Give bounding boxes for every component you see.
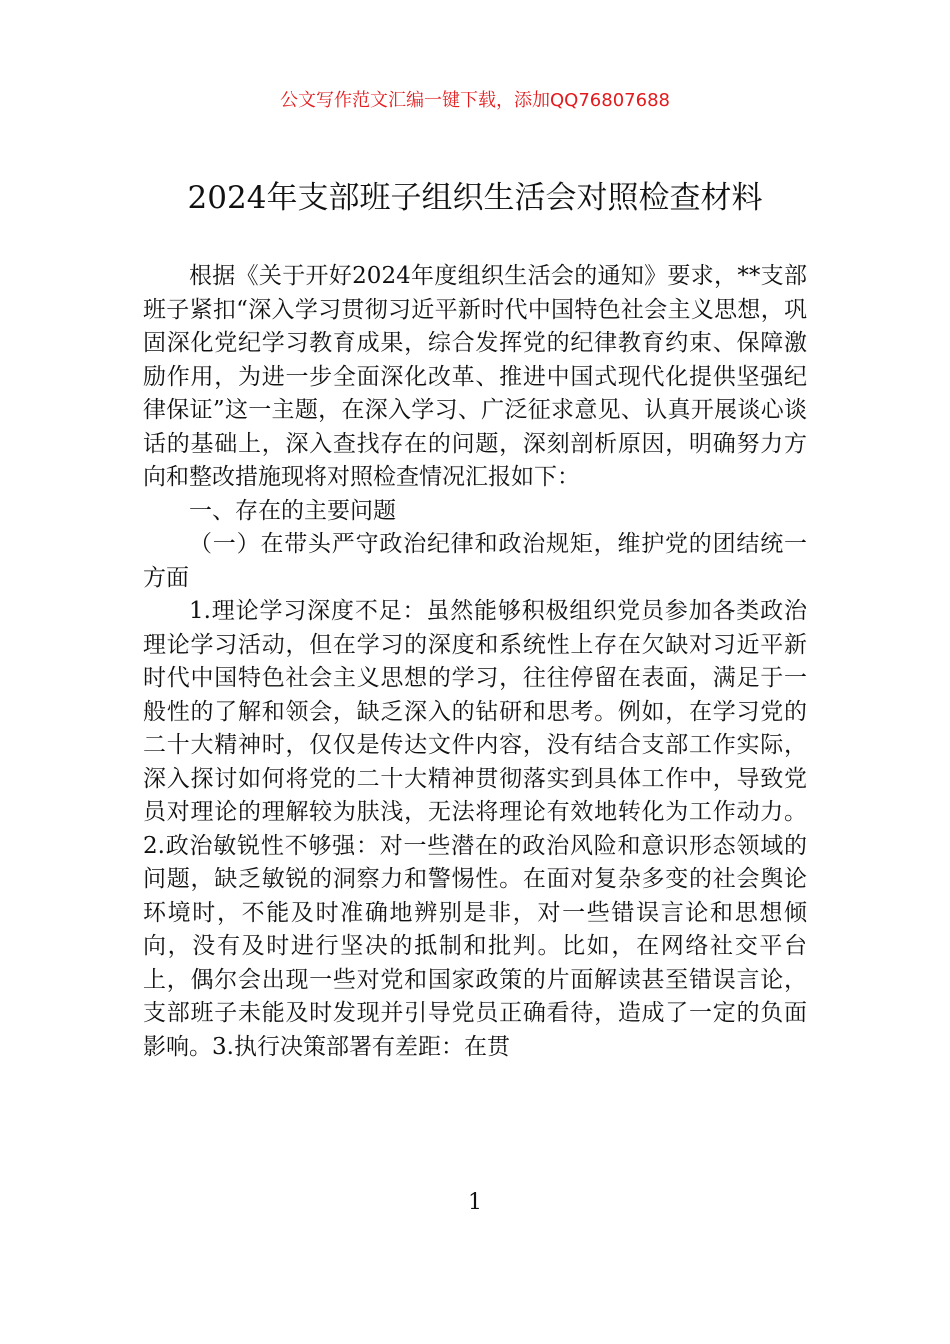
promo-banner[interactable]: 公文写作范文汇编一键下载，添加QQ76807688 [280,90,670,111]
document-body [143,260,807,1064]
subsection-heading: （一）在带头严守政治纪律和政治规矩，维护党的团结统一方面 [143,531,807,591]
document-title: 2024年支部班子组织生活会对照检查材料 [187,180,763,216]
page-number: 1 [468,1190,482,1215]
section-heading: 一、存在的主要问题 [189,497,396,524]
intro-paragraph: 根据《关于开好2024年度组织生活会的通知》要求，**支部班子紧扣“深入学习贯彻习近平新时代中国特色社会主义思想，巩固深化党纪学习教育成果，综合发挥党的纪律教育约束、保障激励作用，为进一步全面深化改革、推进中国式现代化提供坚强纪律保证”这一主题，在深入学习、广泛征求意见、认真开展谈心谈话的基础上，深入查找存在的问题，深刻剖析原因，明确努力方向和整改措施现将对照检查情况汇报如下： [143,263,807,490]
body-paragraph: 1.理论学习深度不足：虽然能够积极组织党员参加各类政治理论学习活动，但在学习的深度和系统性上存在欠缺对习近平新时代中国特色社会主义思想的学习，往往停留在表面，满足于一般性的了解和领会，缺乏深入的钻研和思考。例如，在学习党的二十大精神时，仅仅是传达文件内容，没有结合支部工作实际，深入探讨如何将党的二十大精神贯彻落实到具体工作中，导致党员对理论的理解较为肤浅，无法将理论有效地转化为工作动力。2.政治敏锐性不够强：对一些潜在的政治风险和意识形态领域的问题，缺乏敏锐的洞察力和警惕性。在面对复杂多变的社会舆论环境时，不能及时准确地辨别是非，对一些错误言论和思想倾向，没有及时进行坚决的抵制和批判。比如，在网络社交平台上，偶尔会出现一些对党和国家政策的片面解读甚至错误言论，支部班子未能及时发现并引导党员正确看待，造成了一定的负面影响。3.执行决策部署有差距：在贯 [143,598,807,1060]
